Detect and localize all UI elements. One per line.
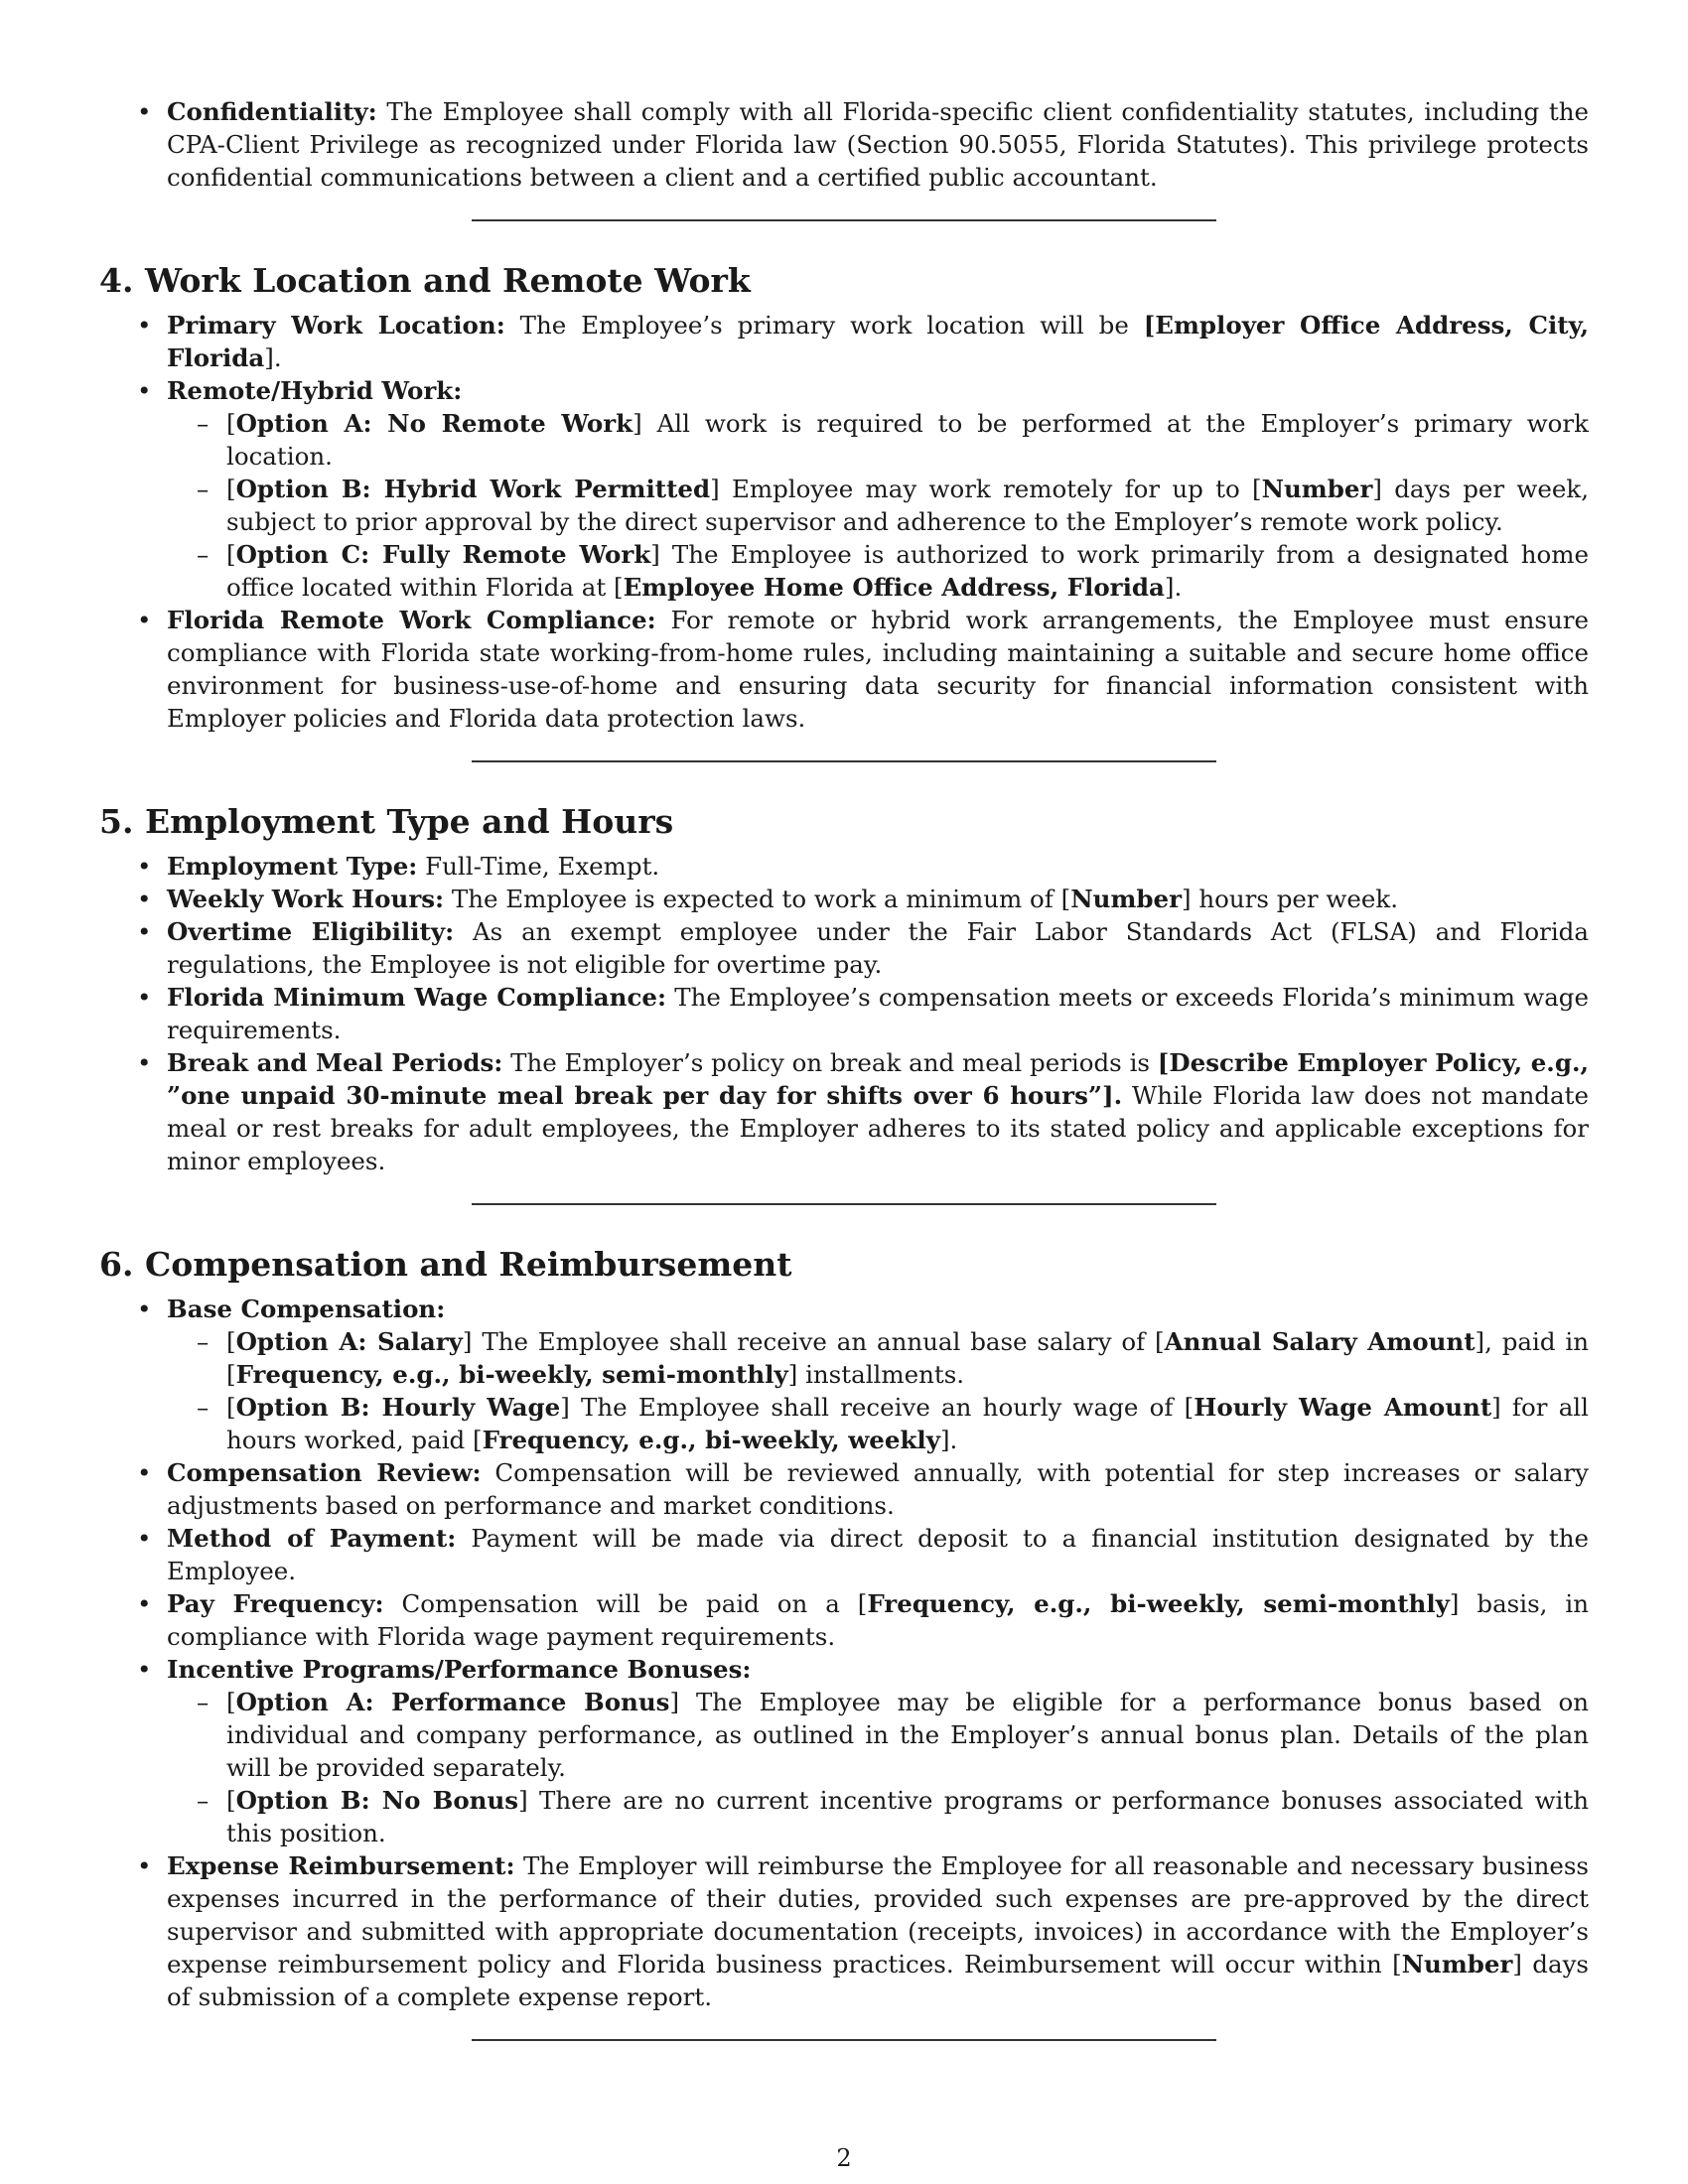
- item-text: While Florida law does not mandate meal or rest breaks for adult employees, the Employer adheres to its stated policy and applicable exceptions for minor employees.: [167, 1081, 1589, 1175]
- hourly-option: – [Option B: Hourly Wage] The Employee shall receive an hourly wage of [Hourly Wage Amount] for all hours worked, paid [Frequency, e.g., bi-weekly, weekly].: [167, 1391, 1589, 1456]
- bonus-option-b: – [Option B: No Bonus] There are no current incentive programs or performance bonuses associated with this position.: [167, 1784, 1589, 1849]
- section-heading-4: [99, 259, 1589, 303]
- option-text: There are no current incentive programs or performance bonuses associated with this position.: [226, 1786, 1590, 1847]
- option-text: ].: [1164, 573, 1183, 602]
- placeholder: Frequency, e.g., bi-weekly, semi-monthly: [235, 1360, 788, 1389]
- section-heading-5: [99, 800, 1589, 844]
- option-text: ] installments.: [787, 1360, 965, 1389]
- pay-frequency-item: [99, 1587, 1589, 1653]
- option-text: The Employee may be eligible for a performance bonus based on individual and company performance, as outlined in the Employer’s annual bonus plan. Details of the plan will be provided separately.: [226, 1688, 1589, 1782]
- option-label: Option A: Salary: [235, 1327, 463, 1356]
- section-number: 5.: [99, 802, 134, 841]
- remote-option-c: – [Option C: Fully Remote Work] The Employee is authorized to work primarily from a designated home office located within Florida at [Employee Home Office Address, Florida].: [167, 538, 1589, 604]
- option-text: The Employee shall receive an annual base salary of [: [472, 1327, 1165, 1356]
- item-label: Weekly Work Hours:: [167, 885, 445, 913]
- item-label: Florida Remote Work Compliance:: [167, 606, 656, 634]
- primary-work-location-item: [99, 309, 1589, 374]
- incentive-options-list: [167, 1686, 1589, 1849]
- item-text: ] basis, in compliance with Florida wage payment requirements.: [167, 1589, 1590, 1651]
- item-label: Base Compensation:: [167, 1295, 446, 1323]
- page-number: 2: [836, 2144, 852, 2172]
- option-label: Option B: Hybrid Work Permitted: [235, 475, 711, 503]
- incentive-programs-item: [99, 1653, 1589, 1849]
- break-meal-item: [99, 1046, 1589, 1177]
- section-heading-6: [99, 1243, 1589, 1287]
- placeholder: Number: [1261, 475, 1373, 503]
- item-text: The Employee’s primary work location will be: [504, 311, 1144, 340]
- item-label: Pay Frequency:: [167, 1589, 384, 1618]
- section-title: Work Location and Remote Work: [145, 261, 751, 300]
- expense-reimbursement-item: [99, 1849, 1589, 2013]
- placeholder: Hourly Wage Amount: [1194, 1393, 1492, 1422]
- weekly-hours-item: [99, 883, 1589, 915]
- option-label: Option C: Fully Remote Work: [235, 540, 651, 569]
- item-text: ].: [264, 343, 282, 372]
- item-text: The Employee is expected to work a minimum of [: [444, 885, 1071, 913]
- document-page: [99, 95, 1589, 2041]
- overtime-item: [99, 915, 1589, 981]
- item-text: ] days of submission of a complete expense report.: [167, 1950, 1589, 2011]
- item-label: Incentive Programs/Performance Bonuses:: [167, 1655, 752, 1684]
- section-divider: [472, 219, 1216, 221]
- remote-option-b: – [Option B: Hybrid Work Permitted] Employee may work remotely for up to [Number] days per week, subject to prior approval by the direct supervisor and adherence to the Employer’s remote work policy.: [167, 473, 1589, 538]
- item-text: As an exempt employee under the Fair Labor Standards Act (FLSA) and Florida regulations, the Employee is not eligible for overtime pay.: [167, 917, 1589, 979]
- item-label: Confidentiality:: [167, 97, 377, 126]
- item-label: Break and Meal Periods:: [167, 1048, 503, 1077]
- placeholder: Number: [1070, 885, 1182, 913]
- section-divider: [472, 760, 1216, 762]
- option-text: ], paid in [: [226, 1327, 1589, 1389]
- placeholder: [Describe Employer Policy, e.g., ”one unpaid 30-minute meal break per day for shifts over 6 hours”].: [167, 1048, 1590, 1110]
- option-text: ] days per week, subject to prior approval by the direct supervisor and adherence to the Employer’s remote work policy.: [226, 475, 1589, 536]
- remote-options-list: [167, 407, 1589, 604]
- item-label: Florida Minimum Wage Compliance:: [167, 983, 667, 1012]
- item-text: Compensation will be reviewed annually, with potential for step increases or salary adjustments based on performance and market conditions.: [167, 1458, 1589, 1520]
- remote-option-a: – [Option A: No Remote Work] All work is required to be performed at the Employer’s primary work location.: [167, 407, 1589, 473]
- placeholder: Employee Home Office Address, Florida: [623, 573, 1165, 602]
- placeholder: Frequency, e.g., bi-weekly, weekly: [482, 1426, 940, 1454]
- item-text: For remote or hybrid work arrangements, the Employee must ensure compliance with Florida state working-from-home rules, including maintaining a suitable and secure home office environment for business-use-of-home and ensuring data security for financial information consistent with Employer policies and Florida data protection laws.: [167, 606, 1589, 733]
- remote-compliance-item: [99, 604, 1589, 735]
- bonus-option-a: – [Option A: Performance Bonus] The Employee may be eligible for a performance bonus based on individual and company performance, as outlined in the Employer’s annual bonus plan. Details of the plan will be provided separately.: [167, 1686, 1589, 1784]
- section-6-list: [99, 1293, 1589, 2013]
- item-text: ] hours per week.: [1182, 885, 1399, 913]
- section-divider: [472, 2039, 1216, 2041]
- confidentiality-item: [99, 95, 1589, 194]
- item-text: The Employer’s policy on break and meal periods is: [502, 1048, 1158, 1077]
- remote-hybrid-work-item: [99, 374, 1589, 604]
- item-text: Full-Time, Exempt.: [417, 852, 660, 881]
- payment-method-item: [99, 1522, 1589, 1587]
- salary-option: – [Option A: Salary] The Employee shall receive an annual base salary of [Annual Salary Amount], paid in [Frequency, e.g., bi-weekly, semi-monthly] installments.: [167, 1325, 1589, 1391]
- option-label: Option B: No Bonus: [235, 1786, 519, 1815]
- option-text: All work is required to be performed at the Employer’s primary work location.: [226, 409, 1589, 471]
- option-label: Option A: Performance Bonus: [235, 1688, 670, 1716]
- section-divider: [472, 1203, 1216, 1205]
- option-label: Option A: No Remote Work: [235, 409, 633, 438]
- item-label: Compensation Review:: [167, 1458, 482, 1487]
- item-label: Expense Reimbursement:: [167, 1851, 515, 1880]
- item-text: Compensation will be paid on a [: [383, 1589, 868, 1618]
- item-label: Remote/Hybrid Work:: [167, 376, 463, 405]
- compensation-review-item: [99, 1456, 1589, 1522]
- item-label: Employment Type:: [167, 852, 418, 881]
- section-title: Compensation and Reimbursement: [145, 1245, 792, 1284]
- section-number: 4.: [99, 261, 134, 300]
- base-options-list: [167, 1325, 1589, 1456]
- option-text: ].: [939, 1426, 958, 1454]
- item-text: The Employee’s compensation meets or exceeds Florida’s minimum wage requirements.: [167, 983, 1589, 1044]
- placeholder: Frequency, e.g., bi-weekly, semi-monthly: [867, 1589, 1450, 1618]
- section-4-list: [99, 309, 1589, 735]
- placeholder: Annual Salary Amount: [1164, 1327, 1476, 1356]
- base-compensation-item: [99, 1293, 1589, 1456]
- confidentiality-list: [99, 95, 1589, 194]
- minimum-wage-item: [99, 981, 1589, 1046]
- option-text: The Employee shall receive an hourly wage of [: [569, 1393, 1195, 1422]
- item-label: Overtime Eligibility:: [167, 917, 455, 946]
- item-text: Payment will be made via direct deposit to a financial institution designated by the Employee.: [167, 1524, 1589, 1585]
- option-text: The Employee is authorized to work primarily from a designated home office located within Florida at [: [226, 540, 1589, 602]
- option-text: ] for all hours worked, paid [: [226, 1393, 1589, 1454]
- option-label: Option B: Hourly Wage: [235, 1393, 561, 1422]
- section-title: Employment Type and Hours: [145, 802, 674, 841]
- item-label: Primary Work Location:: [167, 311, 505, 340]
- item-text: The Employee shall comply with all Florida-specific client confidentiality statutes, including the CPA-Client Privilege as recognized under Florida law (Section 90.5055, Florida Statutes). This privilege protects confidential communications between a client and a certified public accountant.: [167, 97, 1589, 192]
- placeholder: [Employer Office Address, City, Florida: [167, 311, 1589, 372]
- option-text: Employee may work remotely for up to [: [719, 475, 1262, 503]
- section-5-list: [99, 850, 1589, 1177]
- item-text: The Employer will reimburse the Employee for all reasonable and necessary business expenses incurred in the performance of their duties, provided such expenses are pre-approved by the direct supervisor and submitted with appropriate documentation (receipts, invoices) in accordance with the Employer’s expense reimbursement policy and Florida business practices. Reimbursement will occur within [: [167, 1851, 1589, 1979]
- item-label: Method of Payment:: [167, 1524, 457, 1553]
- section-number: 6.: [99, 1245, 134, 1284]
- placeholder: Number: [1401, 1950, 1513, 1979]
- employment-type-item: [99, 850, 1589, 883]
